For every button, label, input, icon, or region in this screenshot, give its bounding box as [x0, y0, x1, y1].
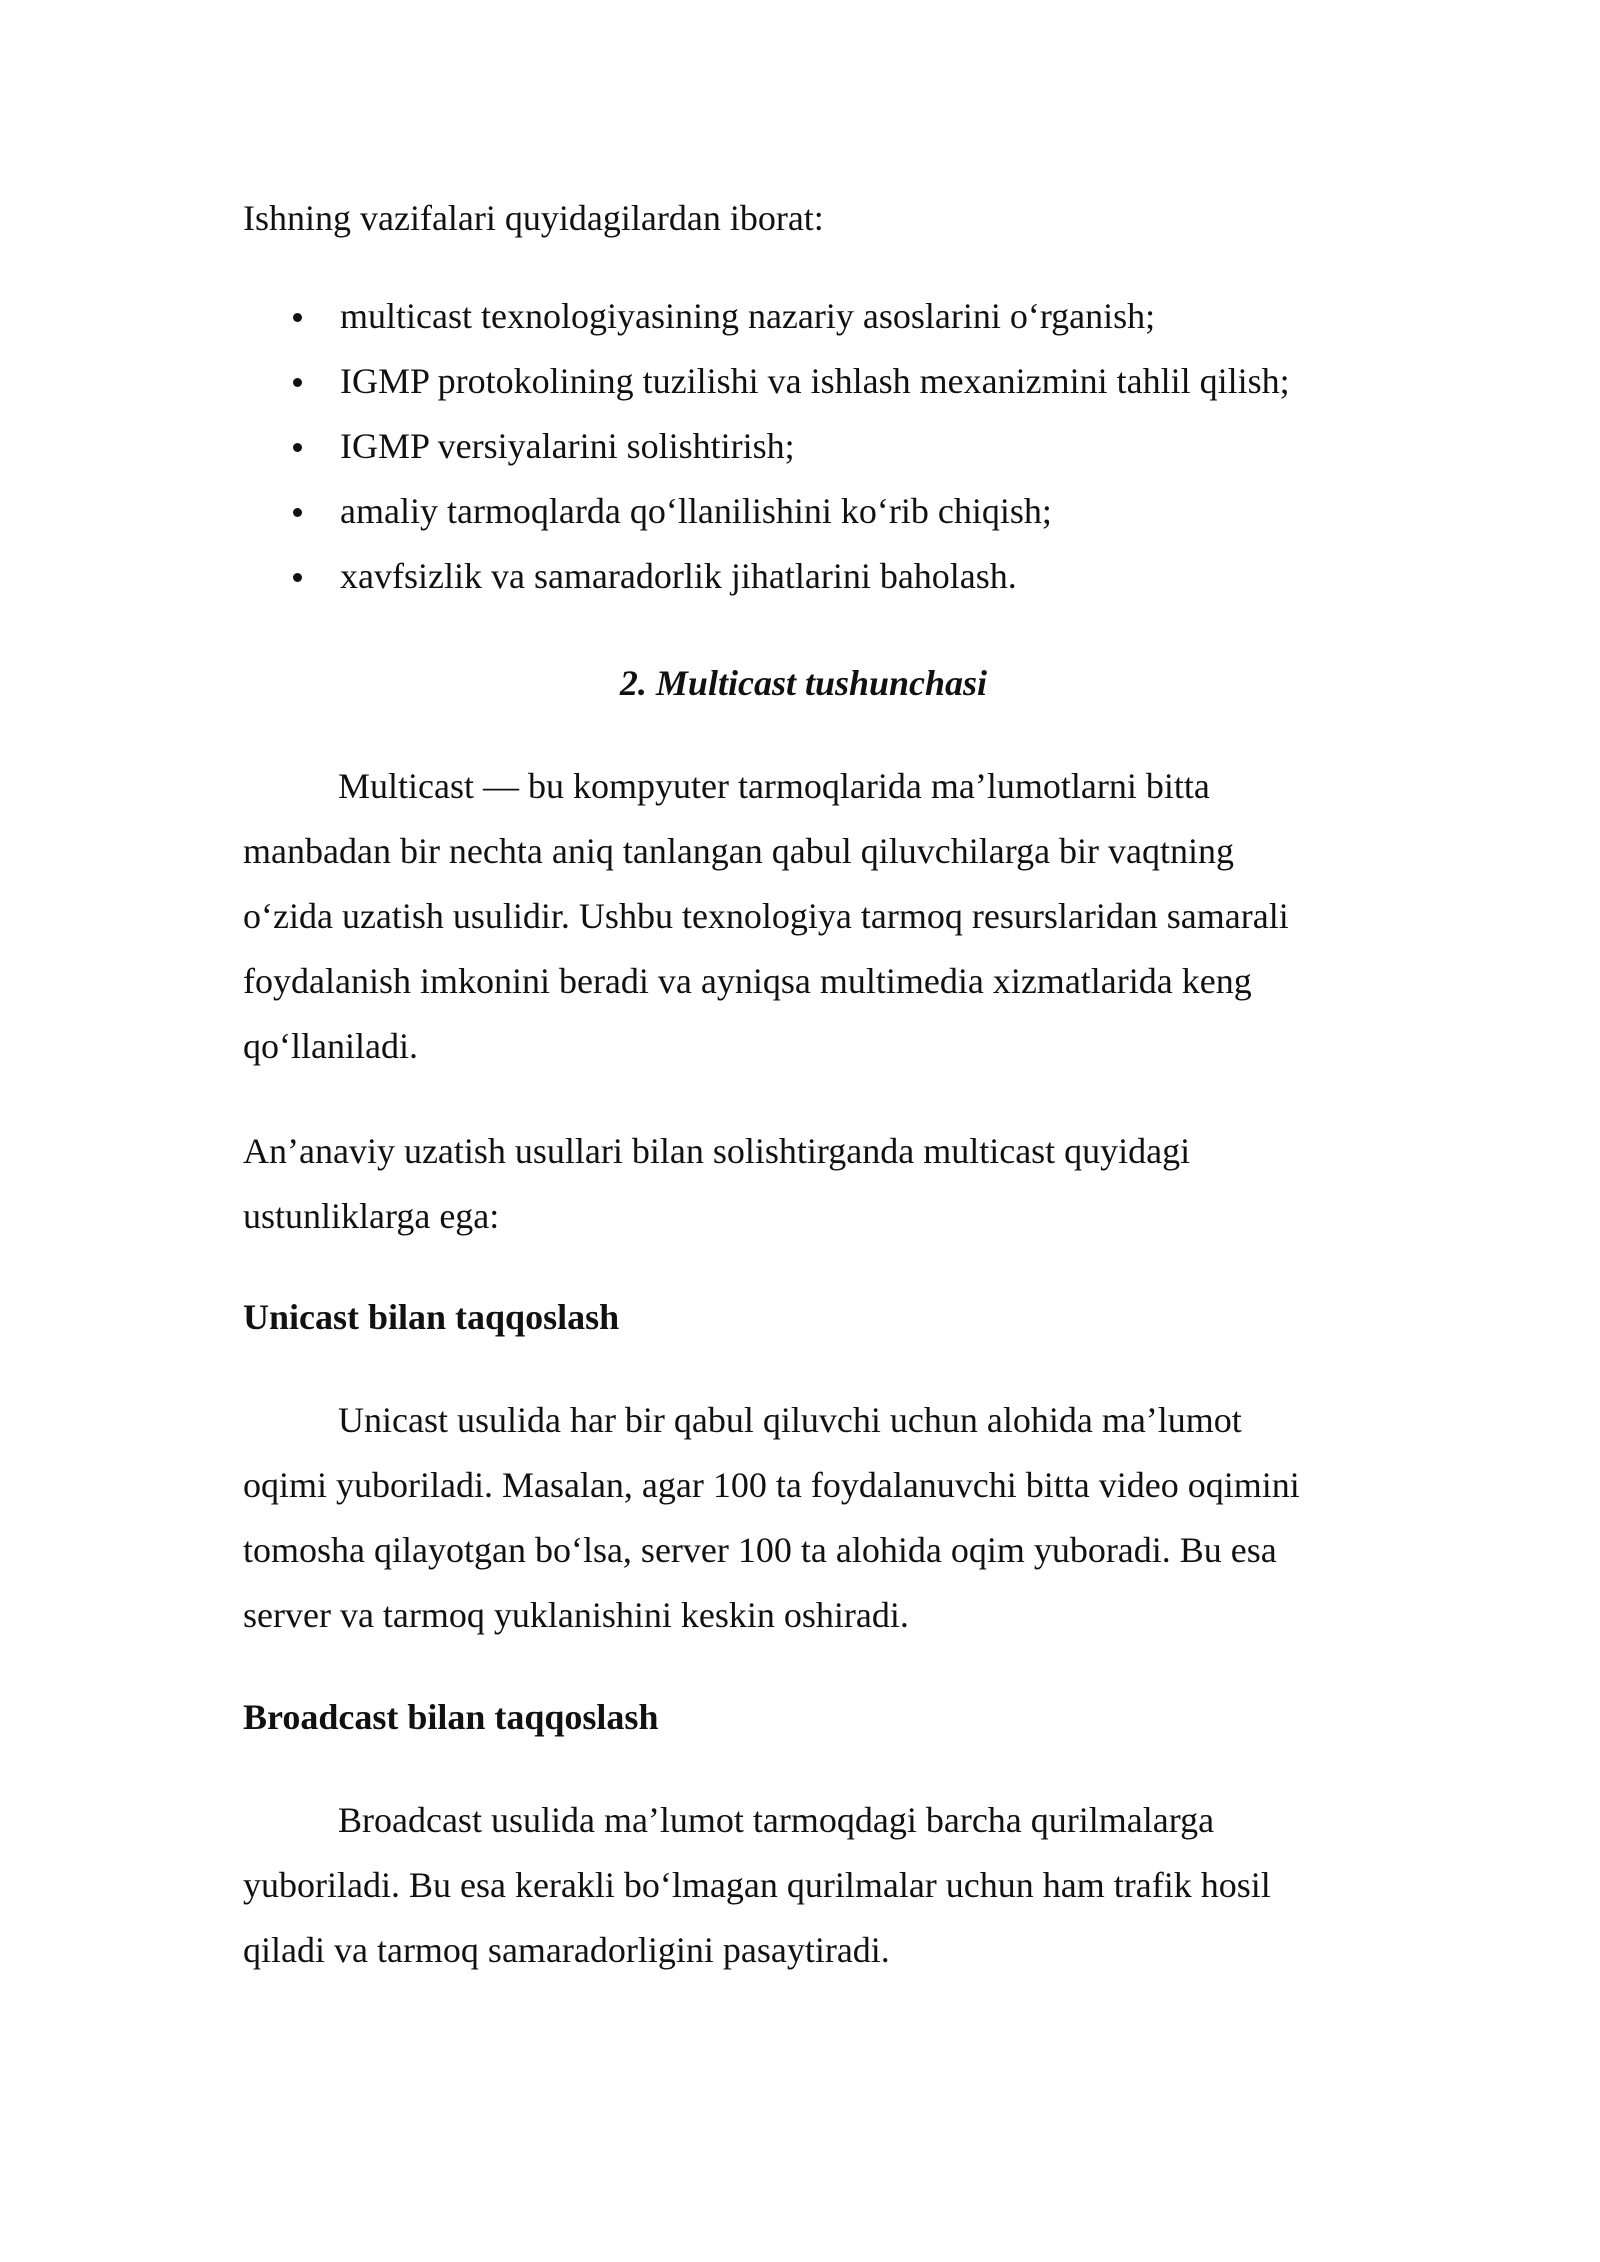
bullet-icon [293, 508, 302, 517]
paragraph-line: Multicast — bu kompyuter tarmoqlarida ma’lumotlarni bitta [338, 766, 1210, 806]
bullet-icon [293, 443, 302, 452]
broadcast-heading: Broadcast bilan taqqoslash [243, 1697, 659, 1737]
paragraph-line: qiladi va tarmoq samaradorligini pasaytiradi. [243, 1930, 890, 1970]
bullet-icon [293, 573, 302, 582]
advantages-paragraph [243, 1119, 1368, 1249]
unicast-heading: Unicast bilan taqqoslash [243, 1297, 620, 1337]
paragraph-line: tomosha qilayotgan bo‘lsa, server 100 ta alohida oqim yuboradi. Bu esa [243, 1530, 1277, 1570]
paragraph-line: yuboriladi. Bu esa kerakli bo‘lmagan qurilmalar uchun ham trafik hosil [243, 1865, 1271, 1905]
list-item-text: IGMP protokolining tuzilishi va ishlash mexanizmini tahlil qilish; [340, 361, 1290, 401]
paragraph-line: Broadcast usulida ma’lumot tarmoqdagi barcha qurilmalarga [338, 1800, 1215, 1840]
bullet-icon [293, 313, 302, 322]
paragraph-line: manbadan bir nechta aniq tanlangan qabul qiluvchilarga bir vaqtning [243, 831, 1235, 871]
list-item-text: multicast texnologiyasining nazariy asoslarini o‘rganish; [340, 296, 1156, 336]
paragraph-line: An’anaviy uzatish usullari bilan solishtirganda multicast quyidagi [243, 1131, 1191, 1171]
paragraph-line: ustunliklarga ega: [243, 1196, 500, 1236]
paragraph-line: foydalanish imkonini beradi va ayniqsa multimedia xizmatlarida keng [243, 961, 1252, 1001]
task-list [243, 284, 1423, 609]
list-item-text: IGMP versiyalarini solishtirish; [340, 426, 795, 466]
paragraph-line: qo‘llaniladi. [243, 1026, 418, 1066]
list-item [243, 479, 1423, 544]
section-title: 2. Multicast tushunchasi [619, 663, 988, 703]
paragraph-line: o‘zida uzatish usulidir. Ushbu texnologiya tarmoq resurslaridan samarali [243, 896, 1289, 936]
list-item [243, 284, 1423, 349]
unicast-paragraph [243, 1388, 1368, 1648]
paragraph-line: Unicast usulida har bir qabul qiluvchi uchun alohida ma’lumot [338, 1400, 1242, 1440]
list-item-text: amaliy tarmoqlarda qo‘llanilishini ko‘rib chiqish; [340, 491, 1052, 531]
list-item [243, 414, 1423, 479]
paragraph-line: server va tarmoq yuklanishini keskin oshiradi. [243, 1595, 909, 1635]
paragraph-line: oqimi yuboriladi. Masalan, agar 100 ta foydalanuvchi bitta video oqimini [243, 1465, 1300, 1505]
multicast-definition-paragraph [243, 754, 1368, 1079]
list-item [243, 544, 1423, 609]
broadcast-paragraph [243, 1788, 1368, 1983]
intro-text: Ishning vazifalari quyidagilardan iborat: [243, 198, 824, 238]
list-item-text: xavfsizlik va samaradorlik jihatlarini baholash. [340, 556, 1017, 596]
list-item [243, 349, 1423, 414]
bullet-icon [293, 378, 302, 387]
